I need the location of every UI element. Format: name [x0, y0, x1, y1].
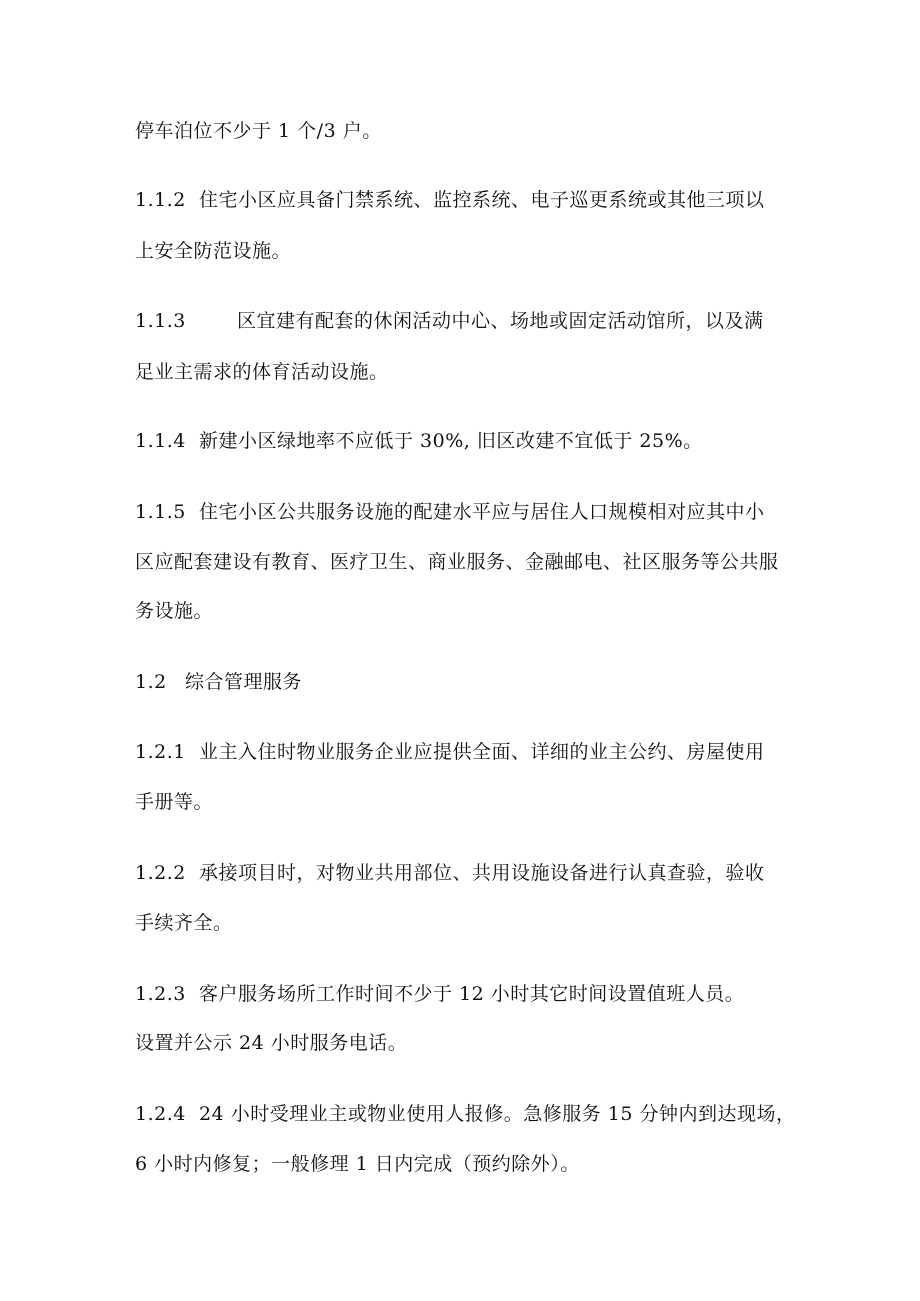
- clause-1-1-3-line2: [135, 360, 389, 384]
- clause-text: 住宅小区应具备门禁系统、监控系统、电子巡更系统或其他三项以: [199, 189, 765, 211]
- clause-1-2-1-line1: [135, 740, 765, 764]
- section-number: 1.2: [135, 671, 167, 693]
- clause-number: 1.1.5: [135, 501, 186, 523]
- clause-text: 新建小区绿地率不应低于 30%, 旧区改建不宜低于 25%。: [199, 430, 703, 452]
- clause-text: 业主入住时物业服务企业应提供全面、详细的业主公约、房屋使用: [199, 741, 765, 763]
- clause-text: 客户服务场所工作时间不少于 12 小时其它时间设置值班人员。: [199, 983, 745, 1005]
- clause-1-1-2-line1: [135, 188, 765, 212]
- clause-1-1-3-line1: [135, 309, 764, 333]
- clause-number: 1.2.3: [135, 983, 186, 1005]
- clause-number: 1.1.2: [135, 189, 186, 211]
- paragraph-parking: [135, 119, 382, 143]
- clause-text: 承接项目时，对物业共用部位、共用设施设备进行认真查验，验收: [199, 862, 765, 884]
- paragraph-text: 停车泊位不少于 1 个/3 户。: [135, 120, 382, 142]
- clause-text: 足业主需求的体育活动设施。: [135, 361, 389, 383]
- clause-1-2-3-line1: [135, 982, 744, 1006]
- clause-1-1-5-line3: [135, 599, 213, 623]
- clause-text: 6 小时内修复；一般修理 1 日内完成（预约除外）。: [135, 1153, 580, 1175]
- clause-text: 手册等。: [135, 791, 214, 813]
- clause-1-1-2-line2: [135, 239, 291, 263]
- clause-number: 1.2.1: [135, 741, 186, 763]
- clause-1-2-3-line2: [135, 1031, 407, 1055]
- clause-text: 设置并公示 24 小时服务电话。: [135, 1032, 408, 1054]
- clause-text: 区宜建有配套的休闲活动中心、场地或固定活动馆所，以及满: [237, 310, 764, 332]
- clause-1-2-4-line1: [135, 1102, 795, 1126]
- clause-text: 务设施。: [135, 600, 214, 622]
- section-1-2-heading: [135, 670, 302, 694]
- clause-1-2-2-line1: [135, 861, 765, 885]
- clause-number: 1.2.4: [135, 1103, 186, 1125]
- clause-text: 24 小时受理业主或物业使用人报修。急修服务 15 分钟内到达现场，: [199, 1103, 796, 1125]
- clause-1-1-5-line2: [135, 550, 779, 574]
- clause-text: 手续齐全。: [135, 912, 233, 934]
- clause-1-2-4-line2: [135, 1152, 580, 1176]
- clause-number: 1.1.4: [135, 430, 186, 452]
- clause-number: 1.2.2: [135, 862, 186, 884]
- clause-number: 1.1.3: [135, 310, 186, 332]
- clause-text: 上安全防范设施。: [135, 240, 292, 262]
- section-title: 综合管理服务: [185, 671, 303, 693]
- clause-1-1-4-line1: [135, 429, 703, 453]
- clause-1-2-1-line2: [135, 790, 213, 814]
- clause-text: 住宅小区公共服务设施的配建水平应与居住人口规模相对应其中小: [199, 501, 765, 523]
- clause-1-2-2-line2: [135, 911, 233, 935]
- clause-1-1-5-line1: [135, 500, 765, 524]
- clause-text: 区应配套建设有教育、医疗卫生、商业服务、金融邮电、社区服务等公共服: [135, 551, 779, 573]
